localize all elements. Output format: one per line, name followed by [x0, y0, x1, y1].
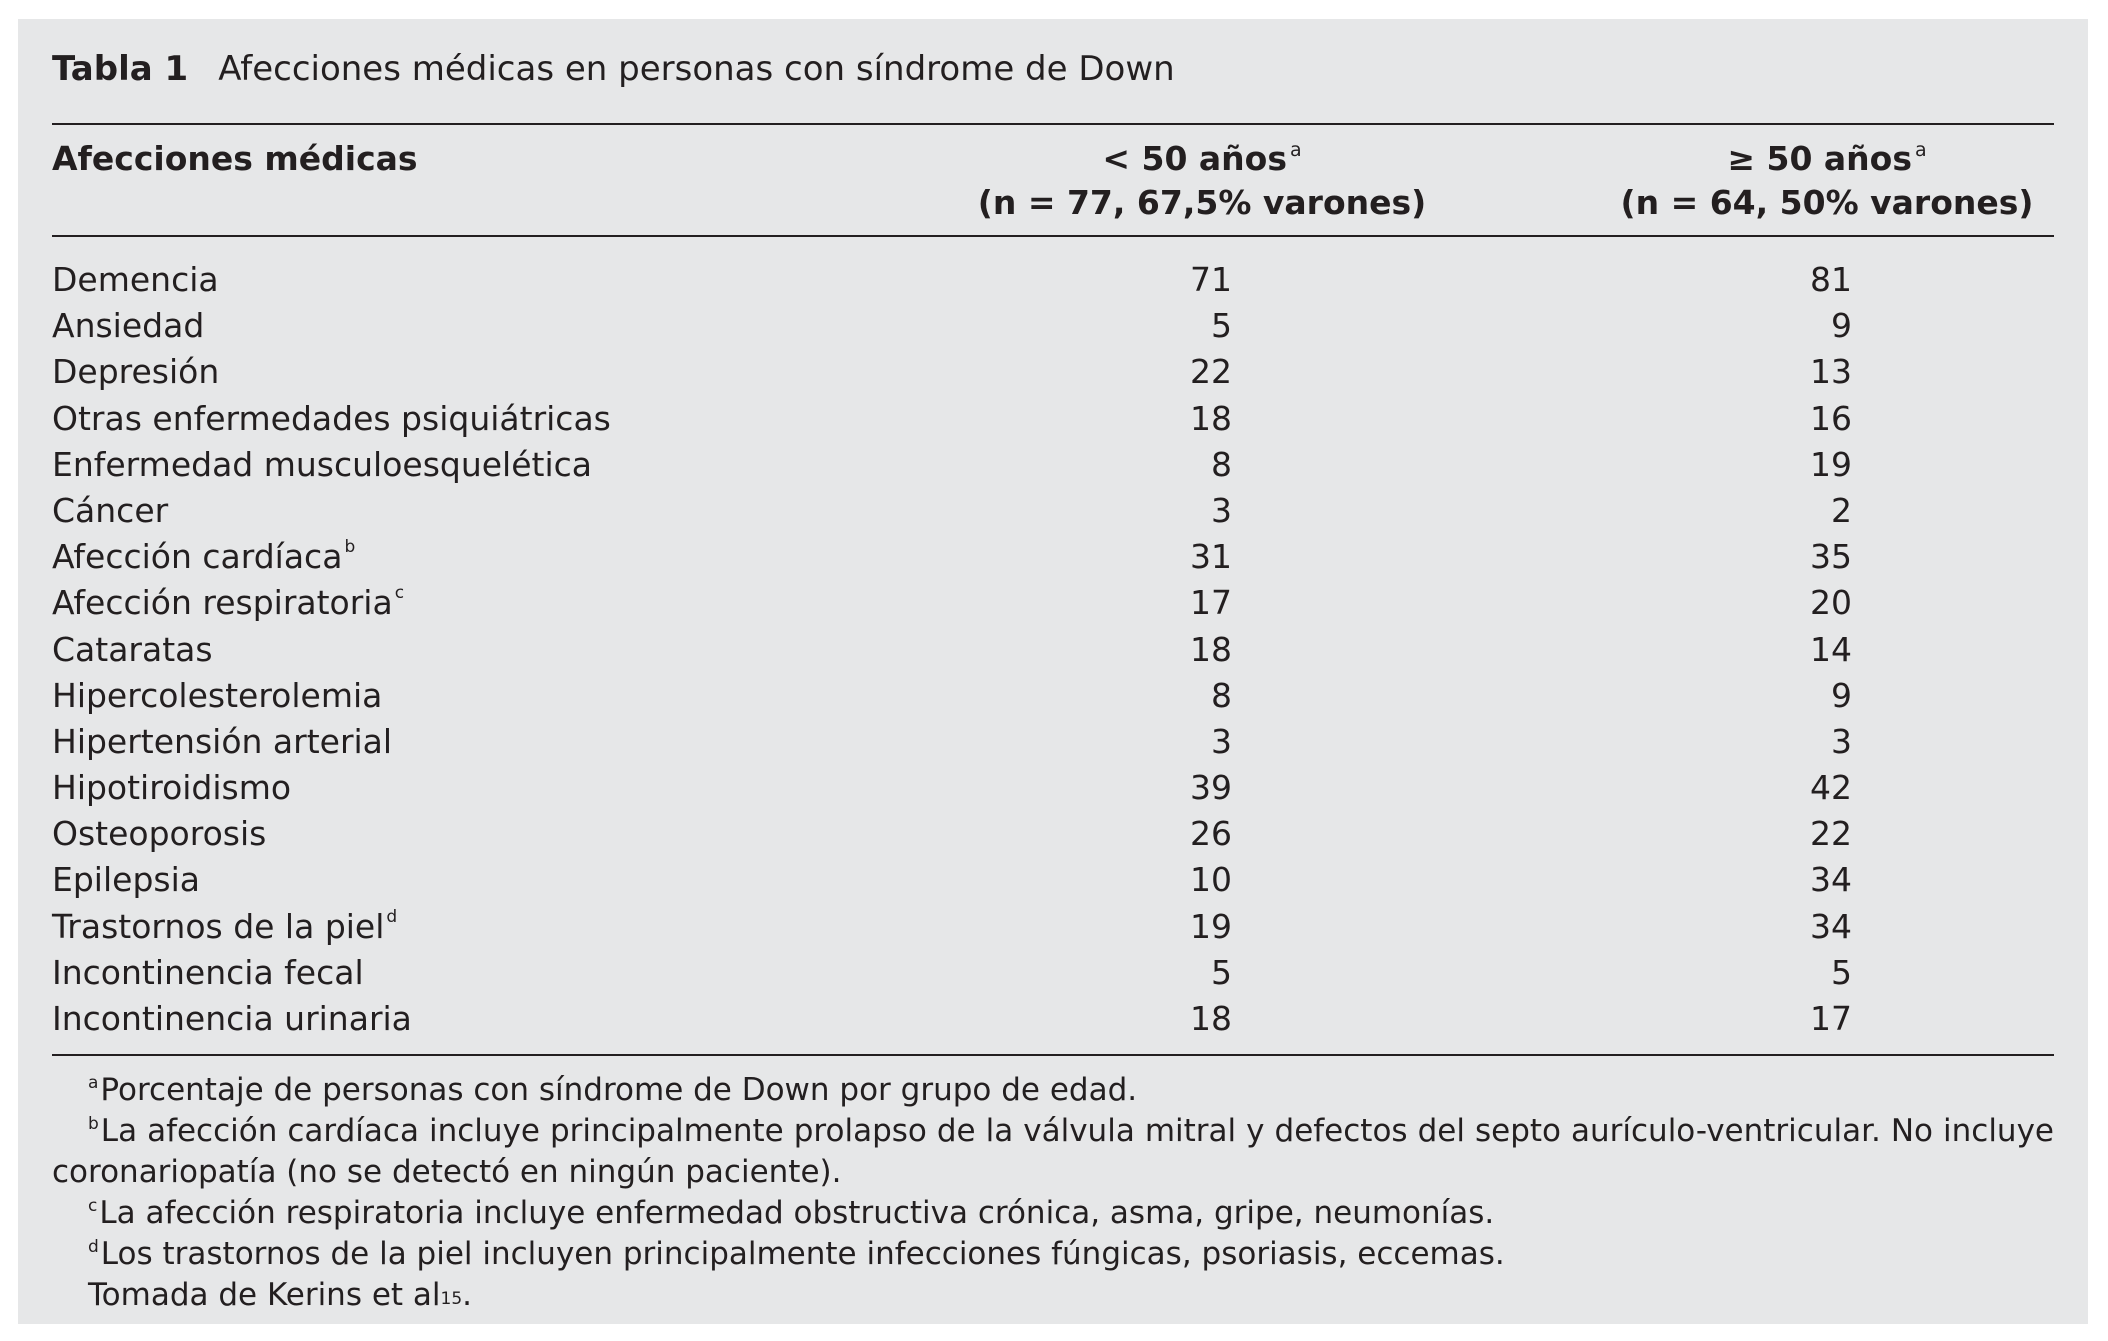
row-value-under-50: 71: [1190, 260, 1232, 299]
row-condition-text: Incontinencia fecal: [52, 952, 364, 992]
column-header-under-50: [972, 137, 1432, 225]
row-value-under-50: 18: [1190, 629, 1232, 669]
row-condition: [52, 627, 213, 673]
row-condition: [52, 303, 204, 349]
table-row: [52, 673, 2054, 719]
table-row: [52, 534, 2054, 580]
row-value-over-50: 35: [1810, 537, 1852, 577]
row-value-over-50: 14: [1810, 629, 1852, 669]
table-content: [52, 47, 2054, 1316]
row-condition-text: Afección cardíaca: [52, 537, 343, 577]
row-value-over-50: 20: [1810, 583, 1852, 623]
source-text: Tomada de Kerins et al: [88, 1277, 441, 1314]
table-row: [52, 257, 2054, 303]
table-row: [52, 349, 2054, 395]
row-condition: [52, 488, 168, 534]
footnote-b-text: La afección cardíaca incluye principalmente prolapso de la válvula mitral y defectos del septo aurículo-ventricular. No incluye coronariopatía (no se detectó en ningún paciente).: [52, 1113, 2054, 1191]
row-condition: [52, 396, 611, 442]
table-row: [52, 303, 2054, 349]
row-value-under-50: 5: [1211, 952, 1232, 992]
row-condition-text: Hipertensión arterial: [52, 721, 393, 761]
column-header-under-50-marker: a: [1289, 139, 1302, 161]
row-condition-text: Cataratas: [52, 629, 213, 669]
table-label: Tabla 1: [52, 49, 189, 89]
row-condition: [52, 765, 291, 811]
footnote-b-marker: b: [88, 1114, 99, 1135]
row-value-over-50: 9: [1831, 306, 1852, 346]
table-body: [52, 237, 2054, 1054]
table-row: [52, 396, 2054, 442]
column-header-over-50-marker: a: [1914, 139, 1927, 161]
table-row: [52, 904, 2054, 950]
table-panel: [18, 19, 2088, 1324]
footnote-c: [52, 1193, 2054, 1234]
table-caption: Afecciones médicas en personas con síndrome de Down: [218, 49, 1175, 89]
row-condition-text: Depresión: [52, 352, 220, 392]
row-value-under-50: 19: [1190, 906, 1232, 946]
column-header-under-50-sub: (n = 77, 67,5% varones): [977, 183, 1427, 222]
table-row: [52, 996, 2054, 1042]
row-condition-text: Osteoporosis: [52, 814, 267, 854]
footnote-a-text: Porcentaje de personas con síndrome de Down por grupo de edad.: [100, 1072, 1138, 1109]
row-value-over-50: 17: [1810, 999, 1852, 1038]
row-value-over-50: 81: [1810, 260, 1852, 299]
table-row: [52, 627, 2054, 673]
table-header: [52, 125, 2054, 235]
row-value-over-50: 42: [1810, 768, 1852, 808]
row-condition-text: Incontinencia urinaria: [52, 999, 412, 1038]
row-value-over-50: 13: [1810, 352, 1852, 392]
row-condition: [52, 950, 364, 996]
table-row: [52, 857, 2054, 903]
row-condition-text: Ansiedad: [52, 306, 205, 346]
row-value-over-50: 2: [1831, 490, 1852, 530]
row-condition: [52, 349, 219, 395]
row-value-under-50: 8: [1211, 444, 1232, 484]
footnote-d-marker: d: [88, 1237, 99, 1258]
row-condition: [52, 904, 397, 950]
source-reference: 15: [440, 1289, 463, 1310]
row-value-under-50: 3: [1211, 721, 1232, 761]
column-header-under-50-title: < 50 años: [1102, 139, 1287, 178]
row-condition: [52, 719, 392, 765]
source-note: [52, 1275, 2054, 1316]
row-value-under-50: 39: [1190, 768, 1232, 808]
row-condition-text: Hipercolesterolemia: [52, 675, 383, 715]
row-value-under-50: 31: [1190, 537, 1232, 577]
table-row: [52, 765, 2054, 811]
source-end: .: [462, 1277, 473, 1314]
row-condition: [52, 257, 219, 303]
column-header-over-50-title: ≥ 50 años: [1727, 139, 1912, 178]
row-value-over-50: 34: [1810, 860, 1852, 900]
row-condition-text: Demencia: [52, 260, 219, 299]
row-value-under-50: 18: [1190, 398, 1232, 438]
row-footnote-marker: b: [344, 537, 356, 558]
footnote-c-marker: c: [88, 1196, 98, 1217]
row-condition: [52, 534, 355, 580]
footnote-d: [52, 1234, 2054, 1275]
row-condition: [52, 996, 412, 1042]
row-value-under-50: 8: [1211, 675, 1232, 715]
footnote-b: [52, 1111, 2054, 1193]
row-condition: [52, 811, 266, 857]
column-header-over-50-sub: (n = 64, 50% varones): [1620, 183, 2034, 222]
table-row: [52, 950, 2054, 996]
row-value-under-50: 10: [1190, 860, 1232, 900]
row-value-over-50: 22: [1810, 814, 1852, 854]
footnote-c-text: La afección respiratoria incluye enfermedad obstructiva crónica, asma, gripe, neumonías.: [99, 1195, 1495, 1232]
row-condition: [52, 580, 404, 626]
footnote-a-marker: a: [88, 1073, 99, 1094]
row-condition: [52, 442, 592, 488]
row-condition-text: Hipotiroidismo: [52, 768, 292, 808]
row-condition-text: Cáncer: [52, 490, 169, 530]
bottom-rule: [52, 1054, 2054, 1056]
row-condition-text: Enfermedad musculoesquelética: [52, 444, 593, 484]
table-row: [52, 488, 2054, 534]
row-condition-text: Afección respiratoria: [52, 583, 393, 623]
column-header-conditions: Afecciones médicas: [52, 139, 418, 178]
table-row: [52, 442, 2054, 488]
row-value-under-50: 5: [1211, 306, 1232, 346]
table-row: [52, 719, 2054, 765]
row-condition: [52, 857, 200, 903]
table-row: [52, 811, 2054, 857]
row-value-under-50: 3: [1211, 490, 1232, 530]
row-footnote-marker: c: [394, 583, 405, 604]
row-condition: [52, 673, 382, 719]
table-row: [52, 580, 2054, 626]
row-value-under-50: 18: [1190, 999, 1232, 1038]
footnote-a: [52, 1070, 2054, 1111]
row-value-over-50: 34: [1810, 906, 1852, 946]
row-condition-text: Epilepsia: [52, 860, 200, 900]
row-value-under-50: 17: [1190, 583, 1232, 623]
row-footnote-marker: d: [386, 906, 398, 927]
table-footnotes: [52, 1070, 2054, 1316]
column-header-over-50: [1597, 137, 2057, 225]
row-condition-text: Trastornos de la piel: [52, 906, 385, 946]
row-value-over-50: 3: [1831, 721, 1852, 761]
row-value-over-50: 5: [1831, 952, 1852, 992]
row-value-over-50: 9: [1831, 675, 1852, 715]
footnote-d-text: Los trastornos de la piel incluyen principalmente infecciones fúngicas, psoriasis, eccemas.: [100, 1236, 1505, 1273]
row-value-over-50: 19: [1810, 444, 1852, 484]
row-value-under-50: 22: [1190, 352, 1232, 392]
table-title: [52, 47, 2054, 91]
row-value-over-50: 16: [1810, 398, 1852, 438]
row-condition-text: Otras enfermedades psiquiátricas: [52, 398, 611, 438]
row-value-under-50: 26: [1190, 814, 1232, 854]
